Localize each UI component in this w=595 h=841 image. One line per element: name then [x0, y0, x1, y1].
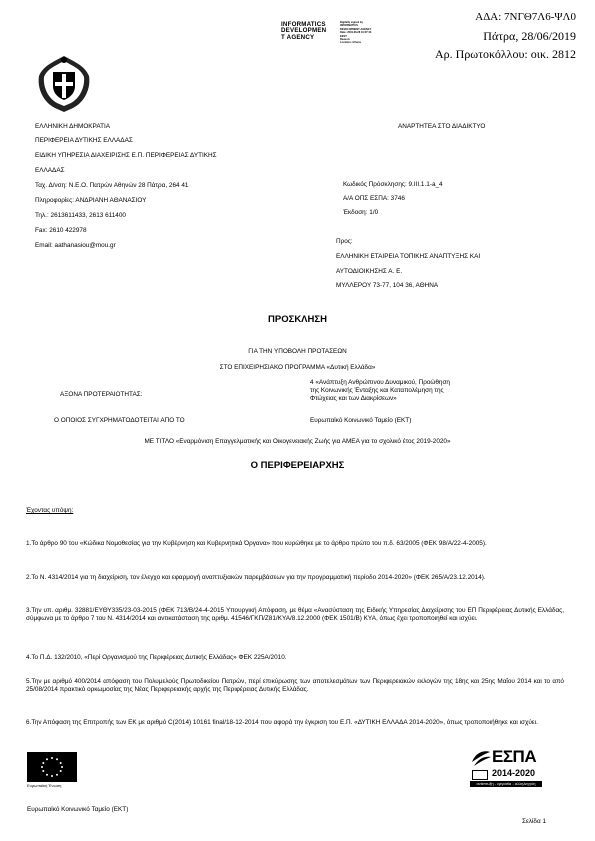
legal-paragraph: 4.Το Π.Δ. 132/2010, «Περί Οργανισμού της Περιφέρειας Δυτικής Ελλάδας» ΦΕΚ 225Α/2010. — [26, 654, 287, 661]
legal-paragraph: 1.Το άρθρο 90 του «Κώδικα Νομοθεσίας για την Κυβέρνηση και Κυβερνητικά Όργανα» που κυρώθηκε με το άρθρο πρώτο του π.δ. 63/2005 (ΦΕΚ 98/Α/22-4-2005). — [26, 540, 487, 547]
sig-line: Digitally signed by — [340, 21, 363, 24]
sig-line: Location: Athens — [340, 41, 362, 45]
date-place: Πάτρα, 28/06/2019 — [483, 29, 576, 43]
sender-line: ΠΕΡΙΦΕΡΕΙΑ ΔΥΤΙΚΗΣ ΕΛΛΑΔΑΣ — [35, 137, 133, 144]
logo-line-3: T AGENCY — [281, 33, 315, 41]
sender-fax: Fax: 2610 422978 — [35, 227, 87, 234]
sig-line: Date: 2019.06.28 10:27:40 — [340, 31, 372, 35]
espa-mark-icon — [470, 748, 492, 768]
eu-flag-icon — [27, 752, 77, 782]
coat-of-arms-emblem — [33, 52, 95, 114]
sender-line: ΕΛΛΗΝΙΚΗ ΔΗΜΟΚΡΑΤΙΑ — [35, 123, 111, 130]
having-regard: Έχοντας υπόψη: — [26, 507, 74, 514]
axis-value-line: της Κοινωνικής Ένταξης και Καταπολέμηση της — [310, 387, 444, 394]
posting-note: ΑΝΑΡΤΗΤΕΑ ΣΤΟ ΔΙΑΔΙΚΤΥΟ — [398, 123, 486, 130]
logo-line-1: INFORMATICS — [281, 21, 326, 28]
informatics-development-agency-logo — [281, 22, 339, 41]
axis-value-line: 4 «Ανάπτυξη Ανθρώπινου Δυναμικού, Προώθηση — [310, 379, 450, 386]
call-code: Κωδικός Πρόσκλησης: 9.III.1.1-a_4 — [343, 181, 443, 188]
legal-paragraph: 5.Την με αριθμό 400/2014 απόφαση του Πολυμελούς Πρωτοδικείου Πατρών, περί επικύρωσης των αποτελεσμάτων των Περιφερειακών εκλογών της 18ης και 25ης Μαΐου 2014 και το από 25/08/2014 πρακτικό ορκωμοσίας της Νέας Περιφερειακής αρχής της Περιφέρειας Δυτικής Ελλάδας. — [26, 678, 564, 694]
subtitle-programme: ΣΤΟ ΕΠΙΧΕΙΡΗΣΙΑΚΟ ΠΡΟΓΡΑΜΜΑ «Δυτική Ελλάδα» — [219, 364, 376, 371]
legal-paragraph: 2.Το Ν. 4314/2014 για τη διαχείριση, τον έλεγχο και εφαρμογή αναπτυξιακών παρεμβάσεων για την προγραμματική περίοδο 2014-2020» (ΦΕΚ 265/Α/23.12.2014). — [26, 574, 486, 581]
version: Έκδοση: 1/0 — [343, 209, 379, 216]
subtitle-submission: ΓΙΑ ΤΗΝ ΥΠΟΒΟΛΗ ΠΡΟΤΑΣΕΩΝ — [248, 348, 347, 355]
sender-info: Πληροφορίες: ΑΝΔΡΙΑΝΗ ΑΘΑΝΑΣΙΟΥ — [35, 197, 147, 204]
protocol-number: Αρ. Πρωτοκόλλου: οικ. 2812 — [435, 47, 576, 61]
espa-name: ΕΣΠΑ — [492, 747, 537, 766]
recipient-line: ΑΥΤΟΔΙΟΙΚΗΣΗΣ Α. Ε. — [336, 268, 403, 275]
sig-line: INFORMATICS — [340, 24, 358, 28]
footer-fund-note: Ευρωπαϊκό Κοινωνικό Ταμείο (ΕΚΤ) — [27, 806, 129, 813]
recipient-to: Προς: — [336, 238, 353, 245]
axis-value — [310, 379, 510, 403]
sig-line: EEST — [340, 34, 347, 38]
ada-code: ΑΔΑ: 7ΝΓΘ7Λ6-ΨΛ0 — [475, 11, 576, 23]
recipient-line: ΕΛΛΗΝΙΚΗ ΕΤΑΙΡΕΙΑ ΤΟΠΙΚΗΣ ΑΝΑΠΤΥΞΗΣ ΚΑΙ — [336, 253, 481, 260]
fund-label: Ο ΟΠΟΙΟΣ ΣΥΓΧΡΗΜΑΤΟΔΟΤΕΙΤΑΙ ΑΠΟ ΤΟ — [54, 417, 185, 424]
espa-eu-box — [472, 770, 488, 780]
axis-value-line: Φτώχειας και των Διακρίσεων» — [310, 395, 397, 402]
regional-governor-heading: Ο ΠΕΡΙΦΕΡΕΙΑΡΧΗΣ — [250, 460, 345, 471]
sender-phone: Τηλ.: 2613611433, 2613 611400 — [35, 212, 126, 219]
espa-logo — [470, 748, 542, 792]
theme-line: ΜΕ ΤΙΤΛΟ «Εναρμόνιση Επαγγελματικής και Οικογενειακής Ζωής για ΑΜΕΑ για το σχολικό έτος 2019-2020» — [144, 438, 451, 445]
sig-line: Reason: — [340, 38, 351, 42]
sig-line: DEVELOPMENT AGENCY — [340, 27, 372, 31]
sender-email: Email: aathanasiou@mou.gr — [35, 242, 116, 249]
digital-signature-block — [340, 21, 390, 45]
legal-paragraph: 6.Την Απόφαση της Επιτροπής των ΕΚ με αριθμό C(2014) 10161 final/18-12-2014 που αφορά την έγκριση του Ε.Π. «ΔΥΤΙΚΗ ΕΛΛΑΔΑ 2014-2020», όπως τροποποιήθηκε και ισχύει. — [26, 719, 538, 726]
page-number: Σελίδα 1 — [522, 818, 546, 825]
document-title: ΠΡΟΣΚΛΗΣΗ — [268, 314, 327, 325]
espa-tagline: ανάπτυξη - εργασία - αλληλεγγύη — [470, 781, 542, 787]
recipient-address: ΜΥΛΛΕΡΟΥ 73-77, 104 36, ΑΘΗΝΑ — [336, 282, 439, 289]
ops-number: Α/Α ΟΠΣ ΕΣΠΑ: 3746 — [343, 195, 405, 202]
legal-paragraph: 3.Την υπ. αριθμ. 32881/ΕΥΘΥ335/23-03-2015 (ΦΕΚ 713/Β/24-4-2015 Υπουργική Απόφαση, με θέμα «Ανασύσταση της Ειδικής Υπηρεσίας Διαχείρισης του ΕΠ Περιφέρειας Δυτικής Ελλάδας, σύμφωνα με το άρθρο 7 του Ν. 4314/2014 και αντικατάσταση της αριθμ. 41546/ΓΚΠ/Ζ81/ΚΥΑ/8.12.2000 (ΦΕΚ 1501/Β) ΚΥΑ, όπως έχει τροποποιηθεί και ισχύει. — [26, 607, 564, 623]
sender-line: ΕΛΛΑΔΑΣ — [35, 167, 65, 174]
fund-value: Ευρωπαϊκό Κοινωνικό Ταμείο (ΕΚΤ) — [310, 417, 412, 424]
eu-caption: Ευρωπαϊκή Ένωση — [27, 783, 62, 788]
axis-label: ΑΞΟΝΑ ΠΡΟΤΕΡΑΙΟΤΗΤΑΣ: — [60, 391, 143, 398]
sender-address: Ταχ. Δ/νση: Ν.Ε.Ο. Πατρών Αθηνών 28 Πάτρα, 264 41 — [35, 182, 189, 189]
espa-years: 2014-2020 — [492, 768, 536, 778]
sender-line: ΕΙΔΙΚΗ ΥΠΗΡΕΣΙΑ ΔΙΑΧΕΙΡΙΣΗΣ Ε.Π. ΠΕΡΙΦΕΡΕΙΑΣ ΔΥΤΙΚΗΣ — [35, 152, 217, 159]
logo-line-2: DEVELOPMEN — [281, 27, 327, 35]
